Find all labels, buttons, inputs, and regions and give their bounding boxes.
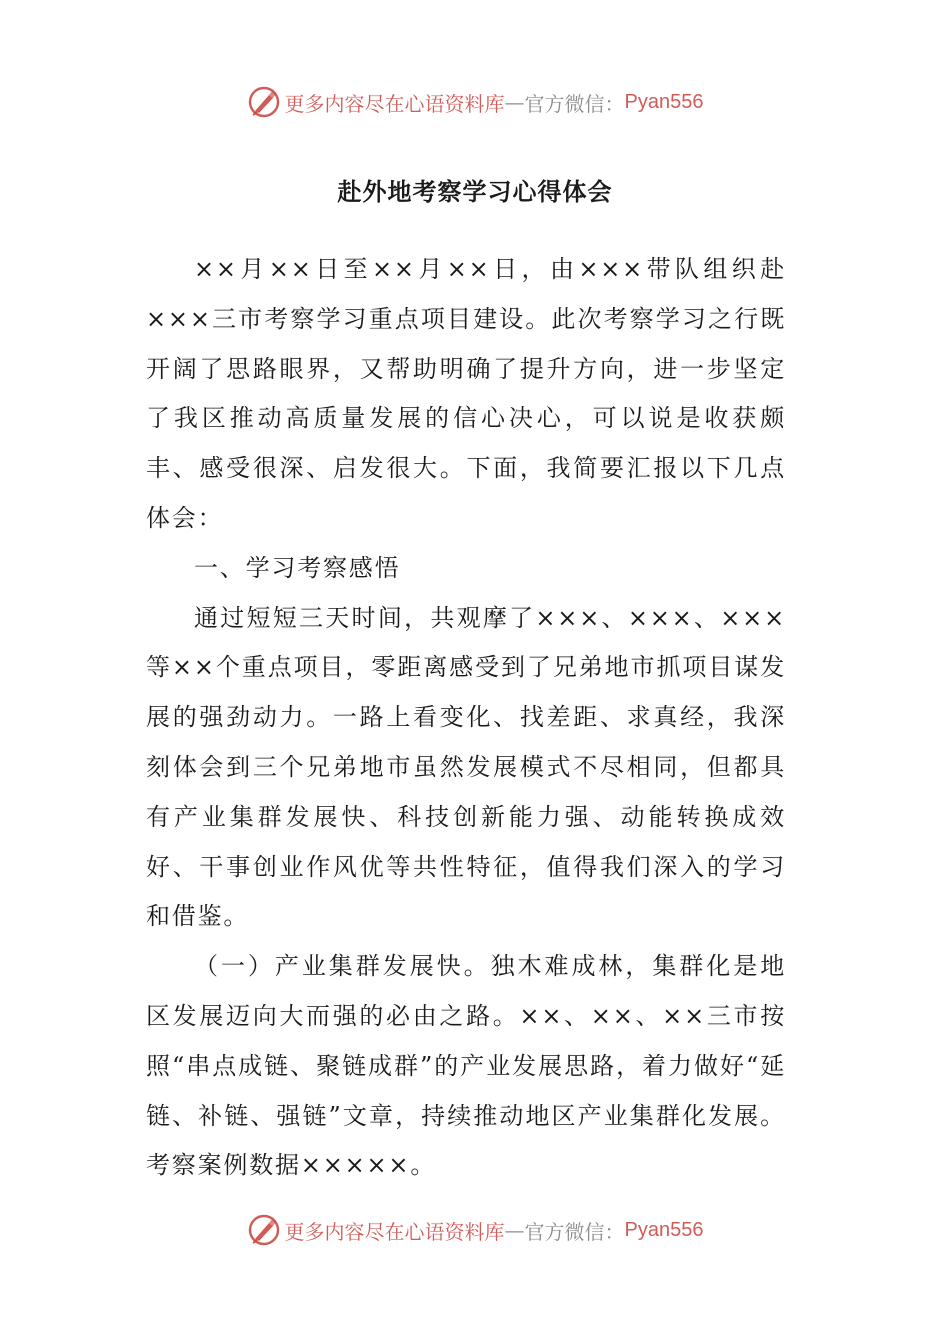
watermark-header: [0, 82, 950, 122]
watermark-separator: —: [504, 90, 525, 114]
watermark-brand-text: 更多内容尽在心语资料库: [284, 1219, 505, 1244]
paragraph-subsection-1: （一）产业集群发展快。独木难成林，集群化是地区发展迈向大而强的必由之路。××、××、××三市按照“串点成链、聚链成群”的产业发展思路，着力做好“延链、补链、强链”文章，持续推动地区产业集群化发展。考察案例数据×××××。: [146, 952, 786, 1180]
paragraph-intro: ××月××日至××月××日，由×××带队组织赴×××三市考察学习重点项目建设。此次考察学习之行既开阔了思路眼界，又帮助明确了提升方向，进一步坚定了我区推动高质量发展的信心决心，可以说是收获颇丰、感受很深、启发很大。下面，我简要汇报以下几点体会：: [146, 255, 786, 532]
pen-logo-icon: [247, 1213, 281, 1247]
watermark-brand-text: 更多内容尽在心语资料库: [284, 91, 505, 116]
watermark-official-label: 官方微信：: [524, 1219, 625, 1244]
document-body: [146, 245, 786, 1191]
watermark-footer: [0, 1210, 950, 1250]
watermark-wechat-id: Pyan556: [624, 1218, 704, 1241]
watermark-wechat-id: Pyan556: [624, 90, 704, 113]
paragraph-section-1: 通过短短三天时间，共观摩了×××、×××、×××等××个重点项目，零距离感受到了兄弟地市抓项目谋发展的强劲动力。一路上看变化、找差距、求真经，我深刻体会到三个兄弟地市虽然发展模式不尽相同，但都具有产业集群发展快、科技创新能力强、动能转换成效好、干事创业作风优等共性特征，值得我们深入的学习和借鉴。: [146, 603, 786, 931]
watermark-separator: —: [504, 1218, 525, 1242]
watermark-official-label: 官方微信：: [524, 91, 625, 116]
section-heading-1: 一、学习考察感悟: [194, 553, 401, 582]
document-title: 赴外地考察学习心得体会: [337, 177, 613, 206]
pen-logo-icon: [247, 85, 281, 119]
